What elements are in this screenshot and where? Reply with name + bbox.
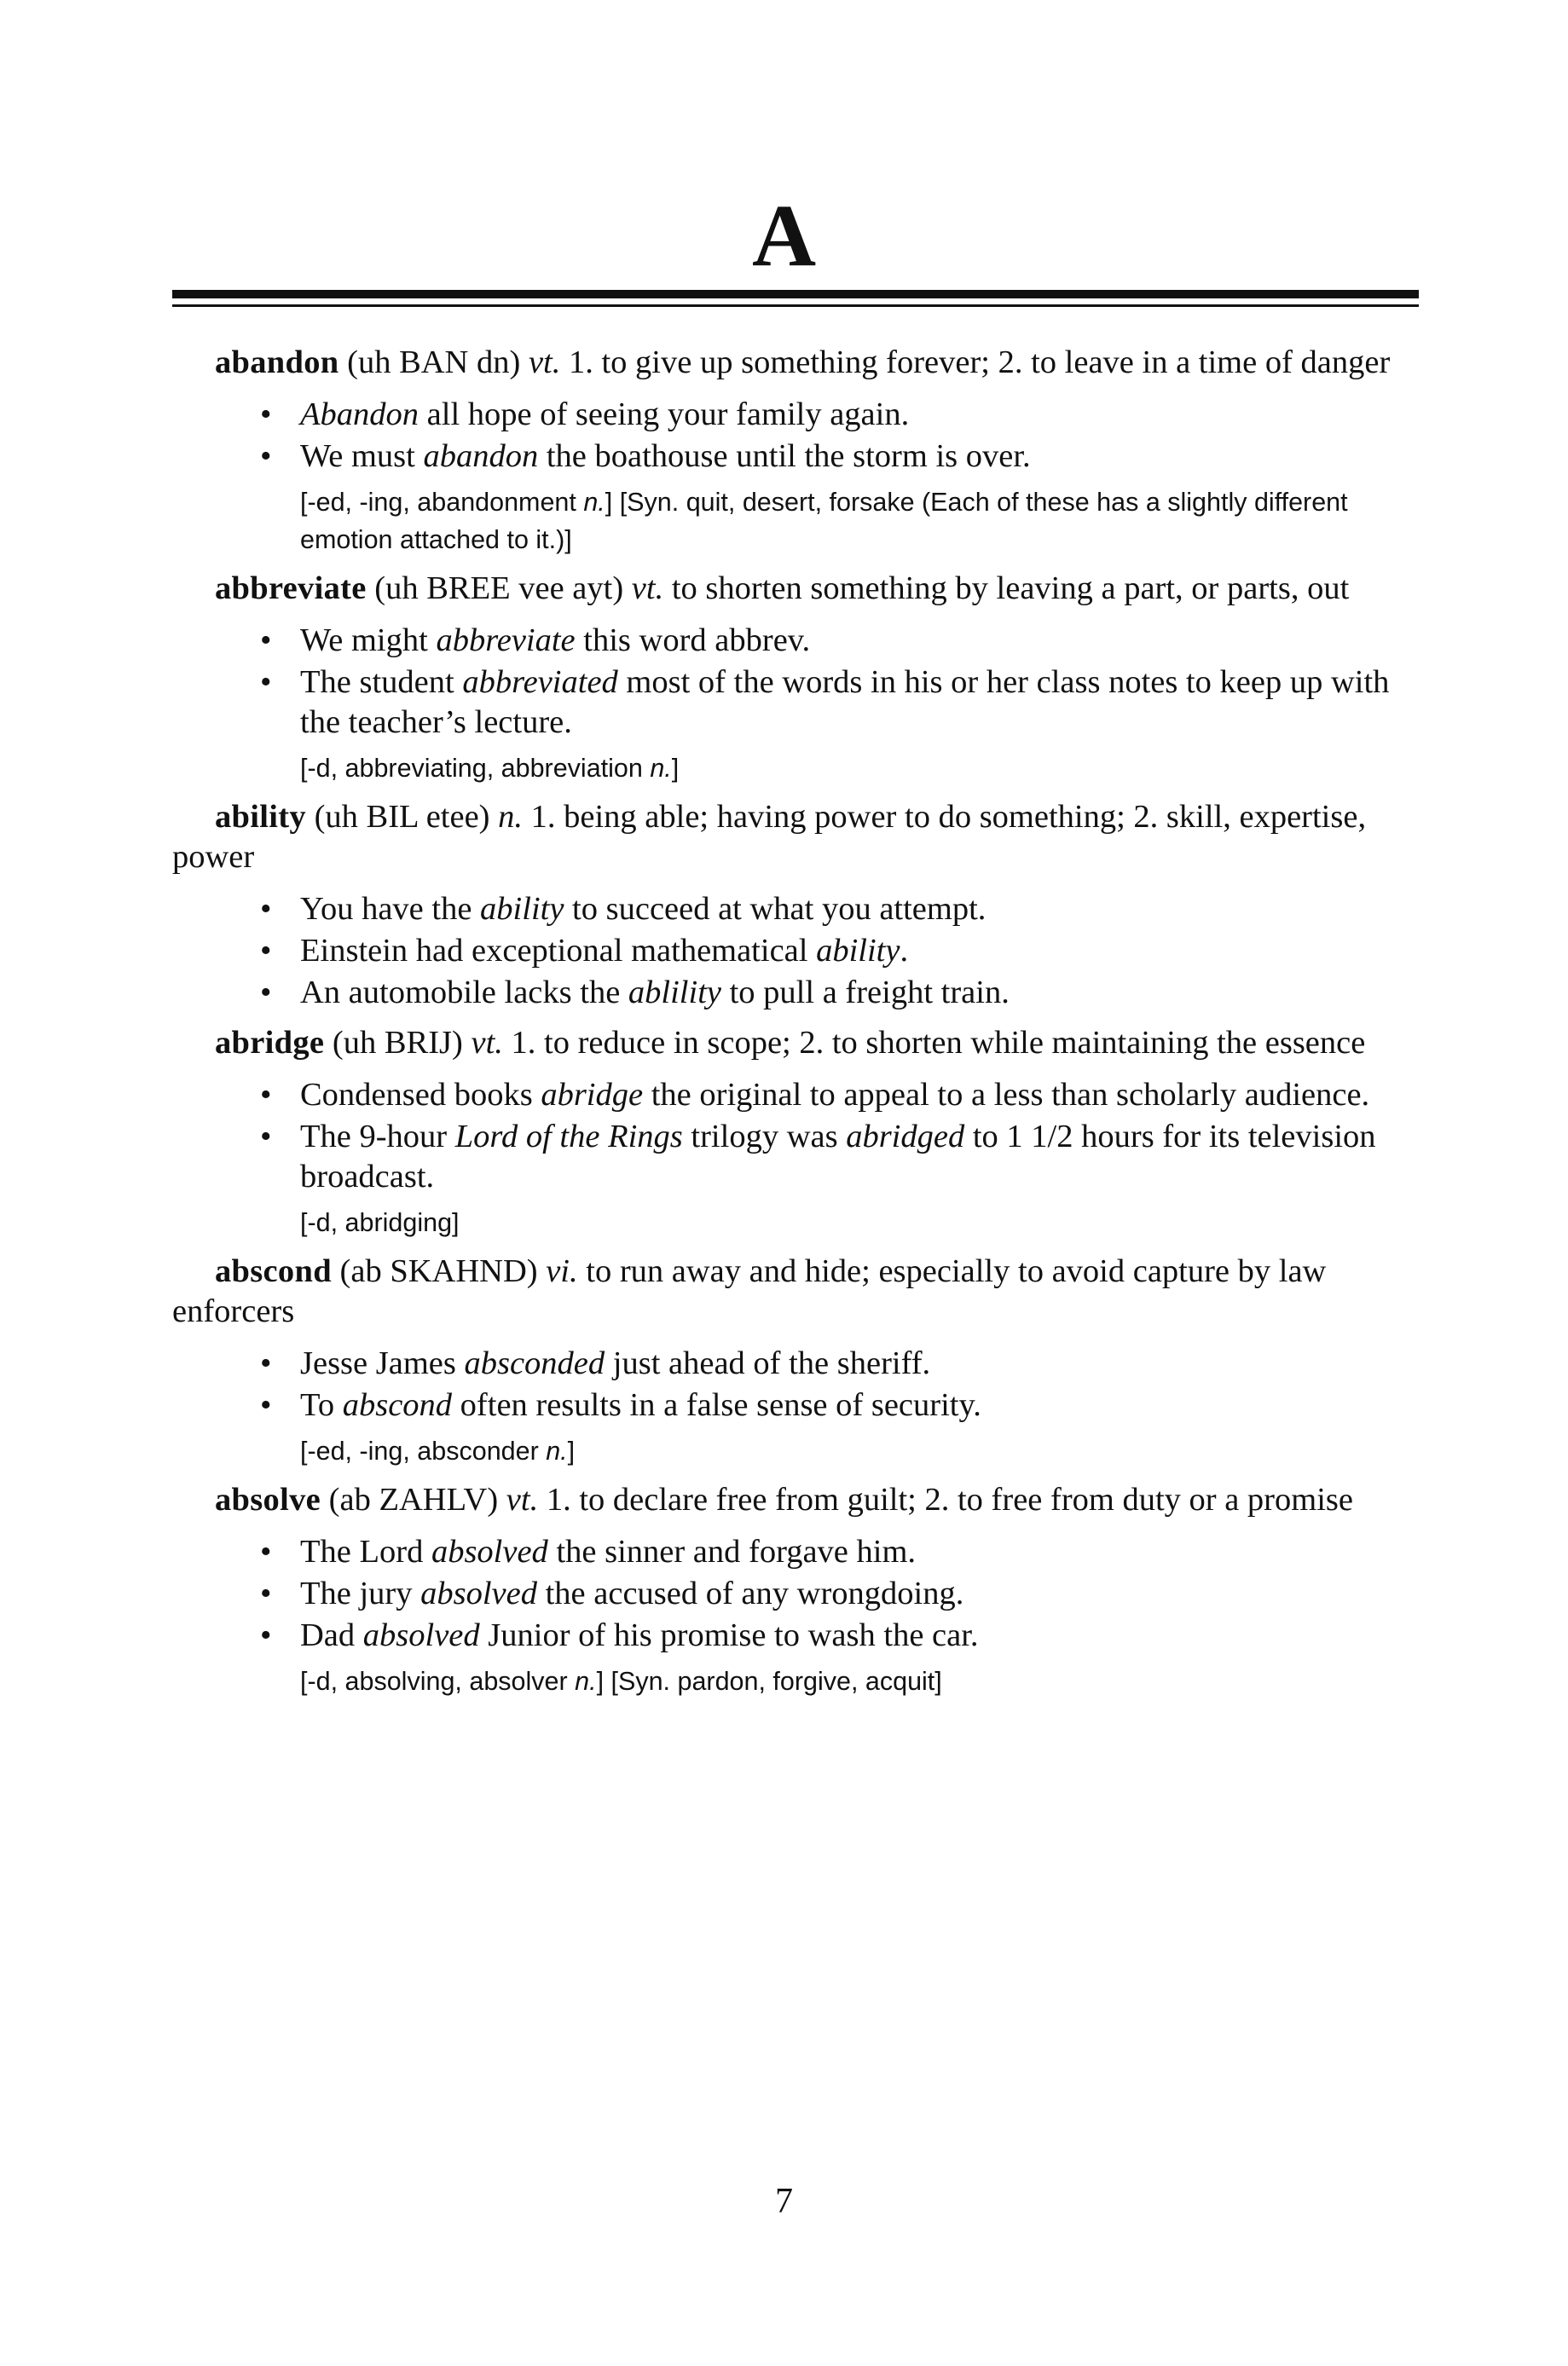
example-text: The Lord [300,1534,431,1570]
definition-text: to shorten something by leaving a part, or parts, out [671,570,1350,606]
example-text: the sinner and forgave him. [547,1534,917,1570]
example-list [172,621,1419,743]
part-of-speech: vi. [546,1253,578,1289]
example-text: ablility [628,975,721,1010]
entry-definition-line [172,797,1419,877]
example-item [300,395,1419,435]
example-text: to succeed at what you attempt. [564,891,987,927]
example-text: abscond [342,1387,453,1423]
example-list [172,395,1419,477]
example-text: this word abbrev. [575,622,811,658]
word-forms-text: n. [546,1437,568,1466]
example-item [300,931,1419,971]
section-letter: A [751,187,817,285]
dictionary-entry-abandon [172,343,1419,558]
word-forms [300,1663,1419,1700]
part-of-speech: n. [498,799,524,835]
example-text: the original to appeal to a less than scholarly audience. [643,1077,1370,1113]
example-text: To [300,1387,343,1423]
example-item [300,437,1419,477]
dictionary-entry-absolve [172,1480,1419,1700]
pronunciation: (ab ZAHLV) [328,1482,499,1518]
example-text: The 9-hour [300,1119,455,1154]
example-list [172,1075,1419,1197]
example-list [172,889,1419,1013]
headword: abbreviate [215,570,367,606]
definition-text: 1. being able; having power to do something; 2. skill, expertise, power [172,799,1367,875]
example-text: abbreviate [436,622,576,658]
entry-definition-line [172,1023,1419,1063]
entry-definition-line [172,343,1419,383]
example-text: Lord of the Rings [454,1119,683,1154]
word-forms-text: [-d, abbreviating, abbreviation [300,754,651,783]
dictionary-entry-abbreviate [172,569,1419,787]
example-text: just ahead of the sheriff. [605,1345,931,1381]
example-item [300,621,1419,661]
dictionary-entry-abscond [172,1252,1419,1470]
dictionary-entry-abridge [172,1023,1419,1241]
definition-text: 1. to reduce in scope; 2. to shorten while maintaining the essence [511,1025,1366,1061]
example-text: often results in a false sense of security. [452,1387,981,1423]
example-text: Condensed books [300,1077,541,1113]
headword: ability [215,799,306,835]
example-text: You have the [300,891,481,927]
headword: abscond [215,1253,332,1289]
example-item [300,1385,1419,1426]
example-text: An automobile lacks the [300,975,628,1010]
example-text: trilogy was [682,1119,847,1154]
example-item [300,1616,1419,1656]
example-text: abridged [846,1119,965,1154]
example-text: abridge [541,1077,644,1113]
example-text: most of the words in his or her class notes to keep up with the teacher’s lecture. [300,664,1390,740]
part-of-speech: vt. [506,1482,539,1518]
example-text: absconded [464,1345,605,1381]
part-of-speech: vt. [471,1025,503,1061]
example-text: The student [300,664,463,700]
example-list [172,1344,1419,1426]
example-text: Abandon [300,396,419,432]
word-forms-text: ] [Syn. pardon, forgive, acquit] [596,1667,942,1696]
definition-text: 1. to declare free from guilt; 2. to free from duty or a promise [546,1482,1353,1518]
example-text: Jesse James [300,1345,465,1381]
definition-text: to run away and hide; especially to avoid capture by law enforcers [172,1253,1327,1329]
example-text: absolved [420,1576,537,1611]
example-item [300,973,1419,1013]
word-forms [300,1204,1419,1241]
entry-definition-line [172,1480,1419,1520]
example-item [300,889,1419,929]
pronunciation: (uh BRIJ) [332,1025,463,1061]
pronunciation: (uh BREE vee ayt) [374,570,624,606]
pronunciation: (ab SKAHND) [339,1253,538,1289]
example-text: abbreviated [462,664,618,700]
example-text: absolved [362,1617,480,1653]
example-text: Junior of his promise to wash the car. [479,1617,979,1653]
entry-definition-line [172,1252,1419,1332]
example-text: to pull a freight train. [720,975,1010,1010]
section-rule-thin [172,304,1419,307]
pronunciation: (uh BIL etee) [314,799,490,835]
example-text: Einstein had exceptional mathematical [300,933,817,969]
entry-list [172,343,1419,1710]
word-forms-text: [-ed, -ing, abandonment [300,488,584,517]
example-item [300,662,1419,743]
example-text: We must [300,438,424,474]
part-of-speech: vt. [528,344,561,380]
word-forms [300,483,1419,558]
example-text: ability [816,933,900,969]
section-rule-thick [172,290,1419,298]
word-forms-text: [-ed, -ing, absconder [300,1437,547,1466]
word-forms-text: ] [671,754,680,783]
example-item [300,1075,1419,1115]
headword: abridge [215,1025,325,1061]
word-forms [300,749,1419,787]
example-item [300,1532,1419,1572]
example-text: all hope of seeing your family again. [419,396,910,432]
word-forms-text: n. [575,1667,597,1696]
word-forms-text: n. [583,488,605,517]
page-number: 7 [775,2182,793,2221]
example-text: to 1 1/2 hours for its television broadcast. [300,1119,1376,1195]
example-text: absolved [431,1534,548,1570]
example-text: ability [480,891,564,927]
word-forms-text: ] [Syn. quit, desert, forsake (Each of these has a slightly different emotion attached to it.)] [300,488,1348,554]
example-list [172,1532,1419,1656]
example-item [300,1574,1419,1614]
example-text: abandon [423,438,539,474]
example-text: the accused of any wrongdoing. [536,1576,964,1611]
word-forms [300,1432,1419,1470]
example-item [300,1344,1419,1384]
entry-definition-line [172,569,1419,609]
example-text: the boathouse until the storm is over. [538,438,1031,474]
headword: abandon [215,344,339,380]
word-forms-text: n. [650,754,672,783]
pronunciation: (uh BAN dn) [347,344,521,380]
example-text: . [900,933,909,969]
definition-text: 1. to give up something forever; 2. to leave in a time of danger [568,344,1391,380]
part-of-speech: vt. [631,570,664,606]
word-forms-text: [-d, abridging] [300,1208,460,1237]
word-forms-text: [-d, absolving, absolver [300,1667,576,1696]
example-text: Dad [300,1617,363,1653]
example-item [300,1117,1419,1197]
word-forms-text: ] [567,1437,576,1466]
example-text: The jury [300,1576,421,1611]
example-text: We might [300,622,437,658]
dictionary-entry-ability [172,797,1419,1013]
headword: absolve [215,1482,321,1518]
